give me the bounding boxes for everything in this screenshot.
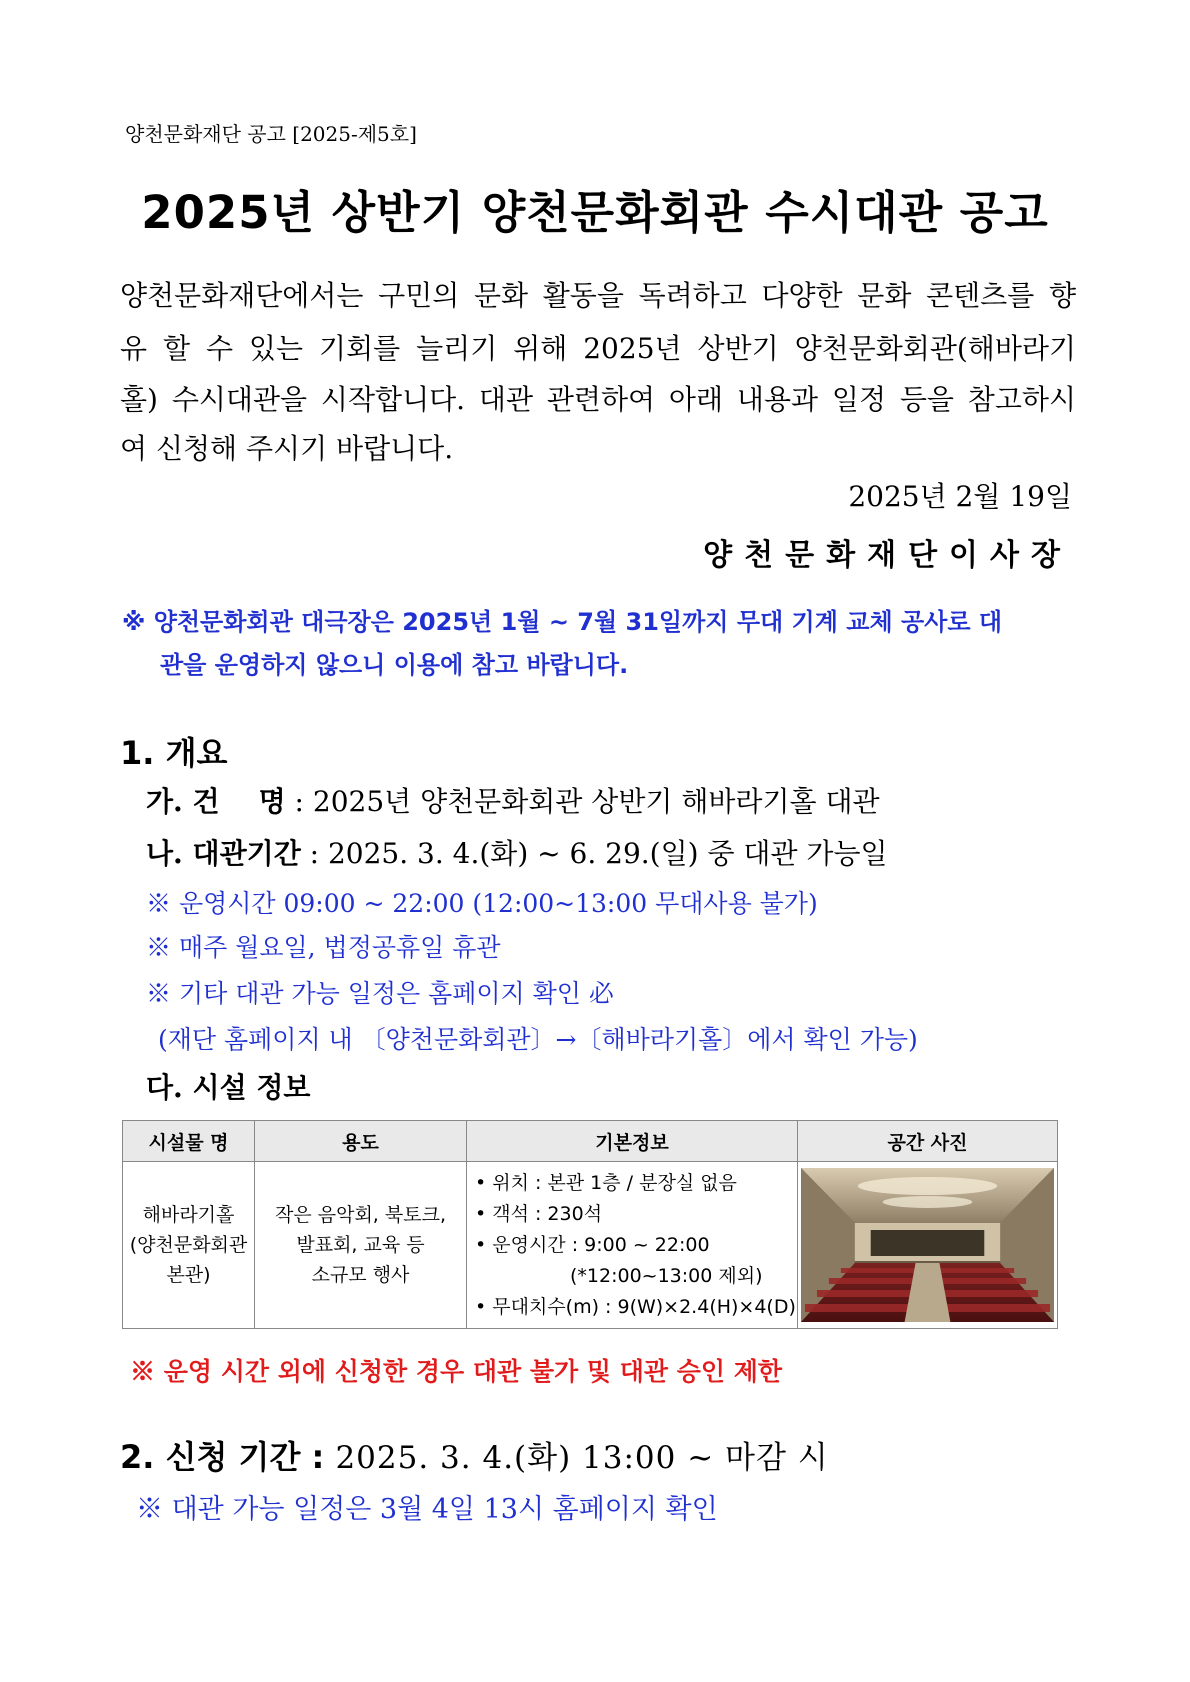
operating-hours-warning: ※ 운영 시간 외에 신청한 경우 대관 불가 및 대관 승인 제한: [130, 1357, 783, 1386]
intro-line: 양천문화재단에서는 구민의 문화 활동을 독려하고 다양한 문화 콘텐츠를 향: [120, 279, 1076, 312]
announcement-date: 2025년 2월 19일: [848, 480, 1072, 513]
column-header: 기본정보: [467, 1121, 798, 1162]
facility-use: 소규모 행사: [311, 1264, 410, 1286]
construction-notice-cont: 관을 운영하지 않으니 이용에 참고 바랍니다.: [160, 651, 629, 679]
facility-name: 본관): [166, 1264, 211, 1286]
facility-use-cell: [255, 1162, 467, 1329]
item-label: 나. 대관기간: [146, 837, 301, 870]
intro-line: 여 신청해 주시기 바랍니다.: [120, 432, 454, 465]
facility-info-heading: 다. 시설 정보: [146, 1071, 311, 1104]
info-location: • 위치 : 본관 1층 / 분장실 없음: [475, 1171, 737, 1194]
application-period-value: 2025. 3. 4.(화) 13:00 ~ 마감 시: [335, 1440, 829, 1476]
closed-days-note: ※ 매주 월요일, 법정공휴일 휴관: [146, 933, 501, 962]
hall-photo: [801, 1168, 1054, 1322]
intro-line: 유 할 수 있는 기회를 늘리기 위해 2025년 상반기 양천문화회관(해바라기: [120, 332, 1076, 365]
facility-photo-cell: [798, 1162, 1058, 1329]
facility-use: 작은 음악회, 북토크,: [275, 1204, 446, 1226]
page-title: 2025년 상반기 양천문화회관 수시대관 공고: [141, 186, 1049, 239]
rental-period-row: [146, 832, 888, 872]
facility-use: 발표회, 교육 등: [296, 1234, 425, 1256]
info-hours-exception: (*12:00~13:00 제외): [570, 1264, 763, 1287]
facility-name: 해바라기홀: [142, 1204, 235, 1226]
schedule-check-note: ※ 대관 가능 일정은 3월 4일 13시 홈페이지 확인: [136, 1494, 718, 1525]
column-header: 시설물 명: [123, 1121, 255, 1162]
item-label: 가. 건 명: [146, 785, 286, 818]
facility-name-cell: [123, 1162, 255, 1329]
item-value: : 2025년 양천문화회관 상반기 해바라기홀 대관: [294, 785, 880, 818]
section-heading-overview: 1. 개요: [120, 734, 228, 772]
facility-name: (양천문화회관: [129, 1234, 248, 1256]
homepage-path-note: (재단 홈페이지 내 〔양천문화회관〕→〔해바라기홀〕에서 확인 가능): [158, 1025, 918, 1054]
application-period-row: [120, 1432, 829, 1478]
operating-hours-note: ※ 운영시간 09:00 ~ 22:00 (12:00~13:00 무대사용 불가): [146, 889, 818, 918]
issuer-name: 양천문화재단이사장: [703, 538, 1072, 573]
info-stage-size: • 무대치수(m) : 9(W)×2.4(H)×4(D): [475, 1295, 796, 1318]
section-heading-application: 2. 신청 기간 :: [120, 1438, 325, 1476]
intro-line: 홀) 수시대관을 시작합니다. 대관 관련하여 아래 내용과 일정 등을 참고하시: [120, 383, 1076, 416]
column-header: 공간 사진: [798, 1121, 1058, 1162]
homepage-check-note: ※ 기타 대관 가능 일정은 홈페이지 확인 必: [146, 979, 614, 1008]
item-value: : 2025. 3. 4.(화) ~ 6. 29.(일) 중 대관 가능일: [309, 837, 888, 870]
info-hours: • 운영시간 : 9:00 ~ 22:00: [475, 1233, 710, 1256]
document-number: 양천문화재단 공고 [2025-제5호]: [125, 122, 417, 146]
table-row: [123, 1162, 1058, 1329]
table-header-row: [123, 1121, 1058, 1162]
column-header: 용도: [255, 1121, 467, 1162]
item-name-row: [146, 780, 880, 820]
facility-info-cell: [467, 1162, 798, 1329]
info-seats: • 객석 : 230석: [475, 1202, 603, 1225]
construction-notice: ※ 양천문화회관 대극장은 2025년 1월 ~ 7월 31일까지 무대 기계 교체 공사로 대: [122, 608, 1003, 636]
facility-table: [122, 1120, 1058, 1329]
